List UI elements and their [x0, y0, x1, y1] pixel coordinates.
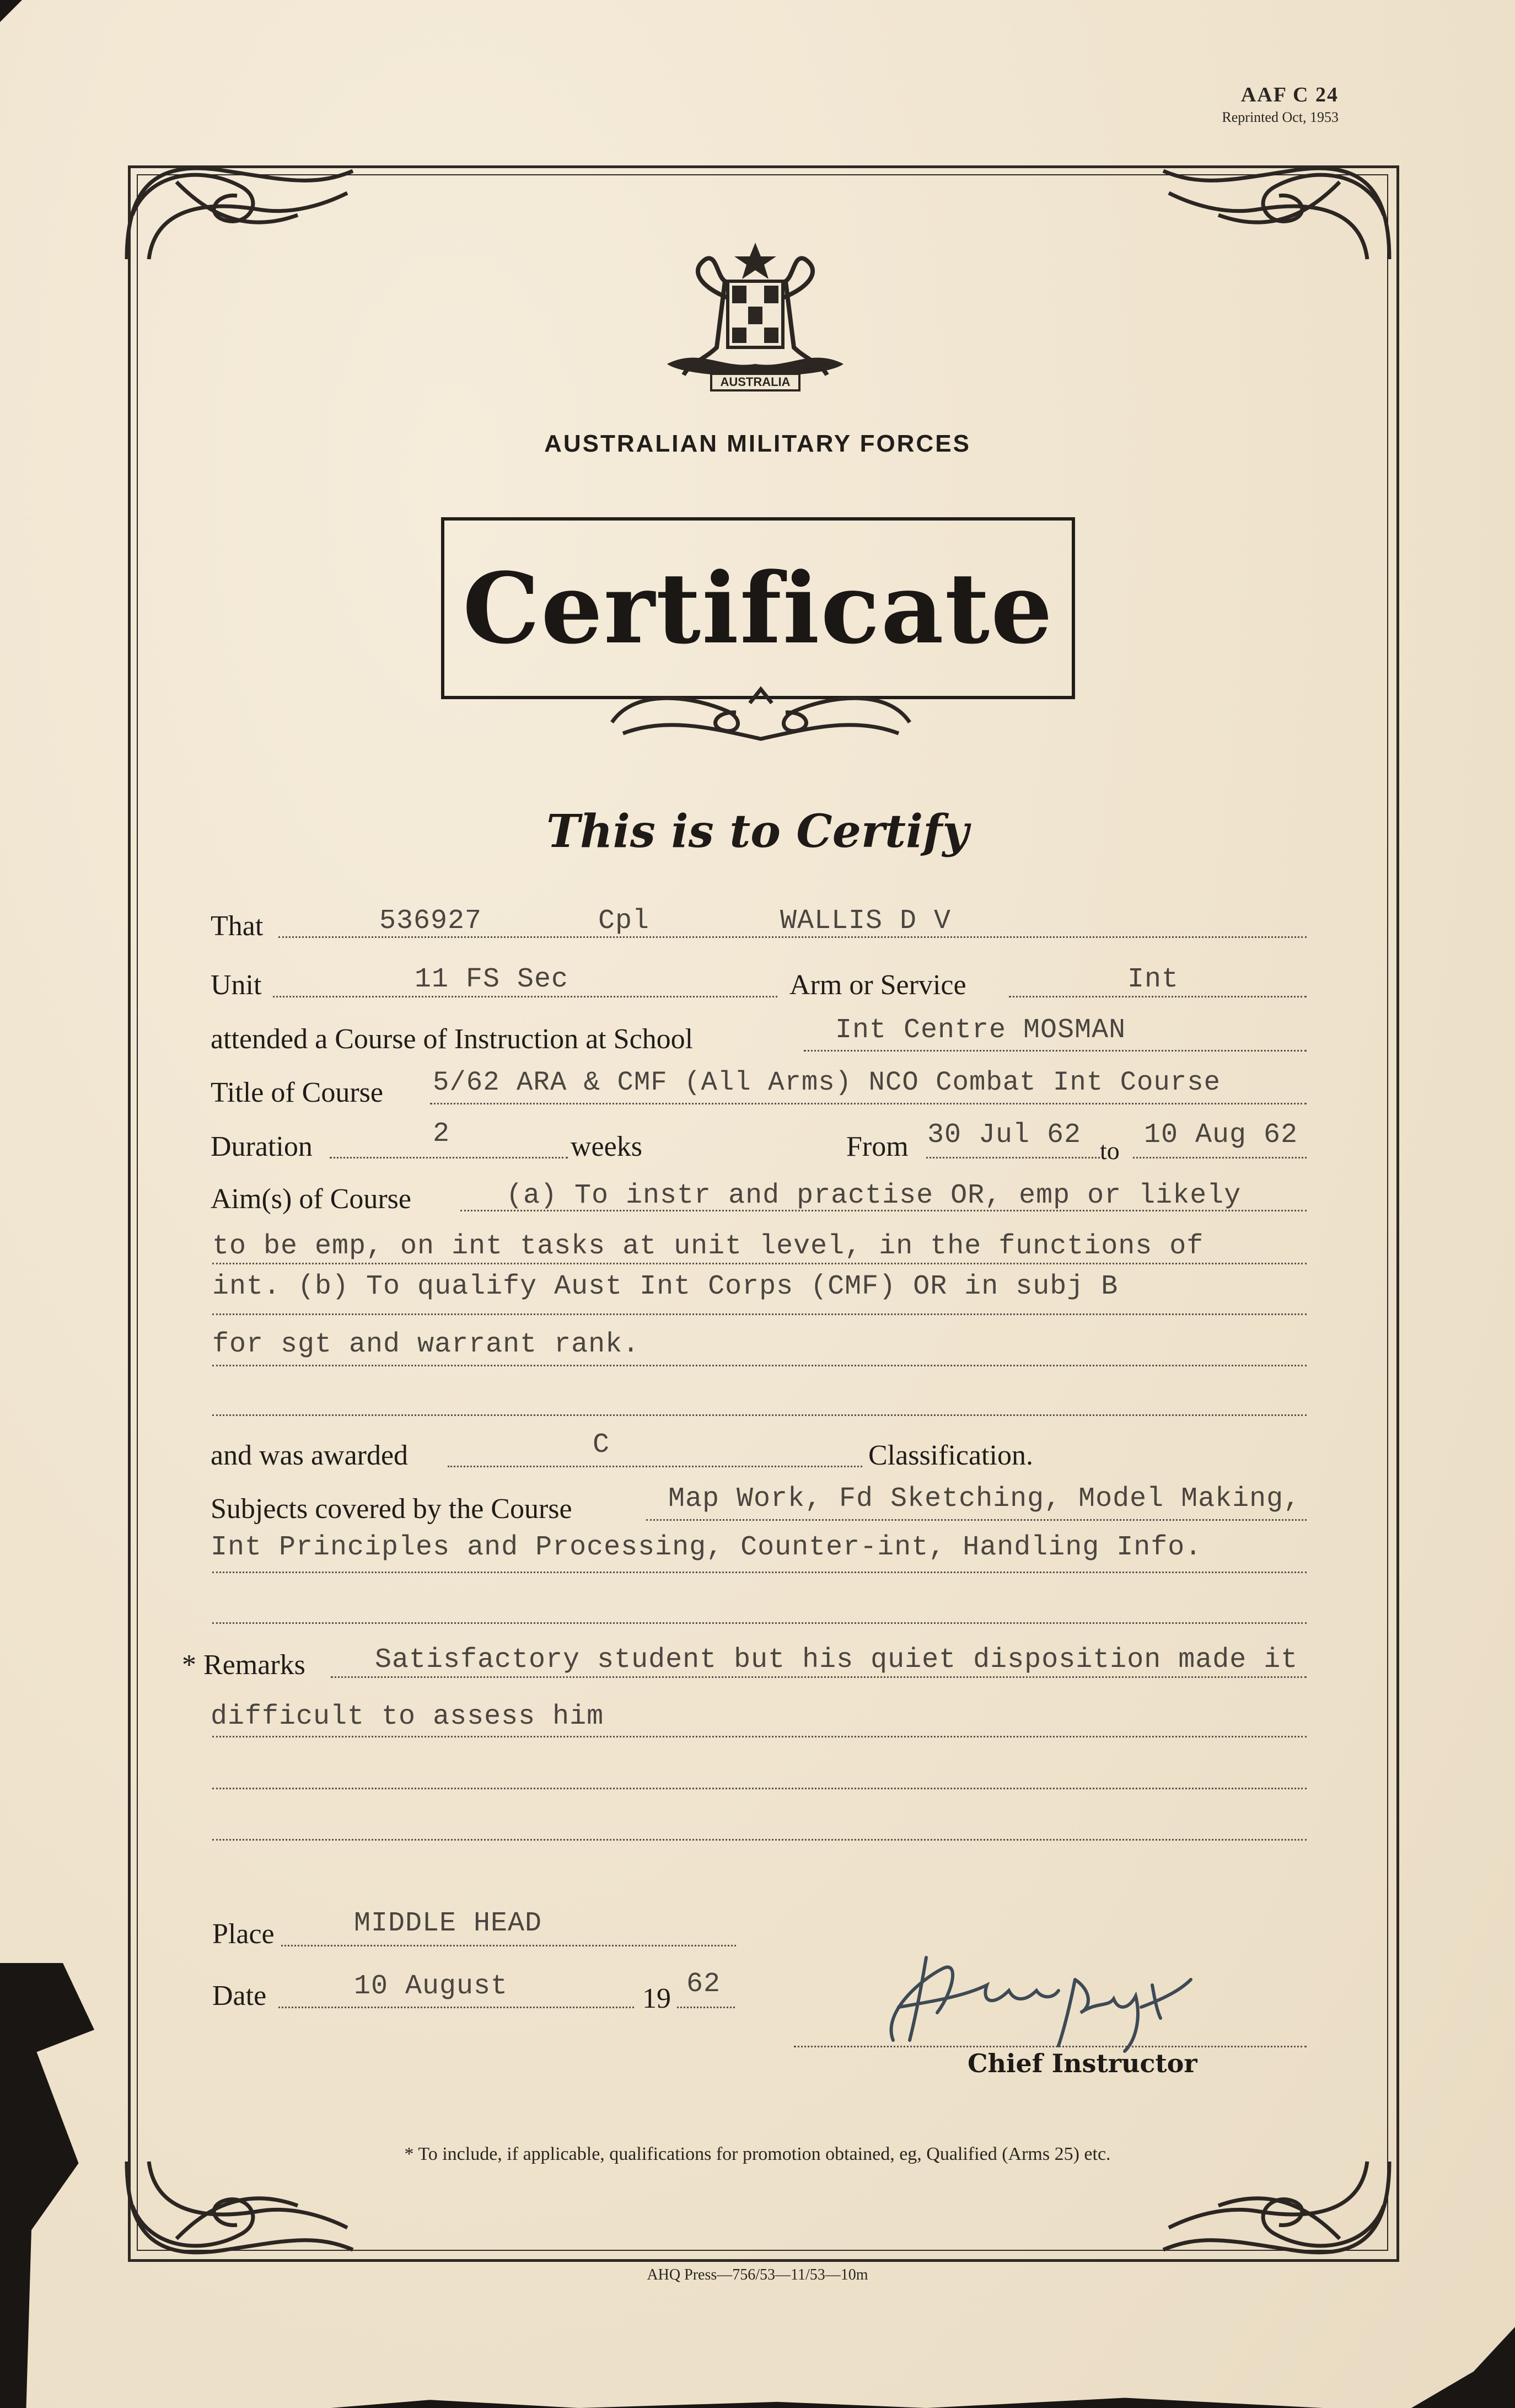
aims-line-2: to be emp, on int tasks at unit level, in the functions of — [212, 1231, 1204, 1262]
course-title-value: 5/62 ARA & CMF (All Arms) NCO Combat Int Course — [433, 1067, 1221, 1098]
torn-corner-top-left — [0, 0, 22, 22]
service-number: 536927 — [379, 905, 482, 937]
crest-motto: AUSTRALIA — [720, 375, 791, 389]
certify-heading: This is to Certify — [546, 805, 969, 858]
label-that: That — [211, 910, 264, 942]
subjects-line-2: Int Principles and Processing, Counter-int, Handling Info. — [211, 1532, 1202, 1563]
label-weeks: weeks — [571, 1131, 642, 1162]
label-subjects: Subjects covered by the Course — [211, 1493, 572, 1525]
label-arm-or-service: Arm or Service — [789, 969, 966, 1001]
subjects-underline-2 — [212, 1572, 1307, 1573]
remarks-underline-4 — [212, 1839, 1307, 1841]
torn-edge-bottom — [331, 2388, 1323, 2408]
label-remarks: * Remarks — [182, 1649, 305, 1681]
aims-underline-2 — [212, 1263, 1307, 1264]
label-awarded: and was awarded — [211, 1440, 409, 1471]
label-century: 19 — [642, 1983, 671, 2014]
place-underline — [281, 1945, 736, 1946]
torn-edge-bottom-left — [0, 1963, 105, 2408]
form-number: AAF C 24 — [1240, 83, 1339, 106]
duration-value: 2 — [433, 1118, 450, 1150]
aims-line-1: (a) To instr and practise OR, emp or likely — [506, 1180, 1242, 1211]
remarks-underline-3 — [212, 1788, 1307, 1789]
rank: Cpl — [598, 905, 650, 937]
label-classification: Classification. — [868, 1440, 1033, 1471]
certificate-title-box — [441, 517, 1075, 699]
subjects-underline-3 — [212, 1622, 1307, 1624]
unit-value: 11 FS Sec — [415, 964, 569, 995]
remarks-line-1: Satisfactory student but his quiet disposition made it — [375, 1644, 1298, 1676]
classification-value: C — [593, 1429, 610, 1461]
from-date: 30 Jul 62 — [927, 1119, 1082, 1151]
instructor-signature — [877, 1946, 1196, 2057]
organisation-heading: AUSTRALIAN MILITARY FORCES — [544, 430, 971, 457]
aims-underline-4 — [212, 1365, 1307, 1366]
aims-line-3: int. (b) To qualify Aust Int Corps (CMF) OR in subj B — [212, 1271, 1119, 1302]
torn-edge-bottom-right — [1411, 2327, 1515, 2408]
classification-underline — [448, 1466, 862, 1467]
form-code — [1222, 83, 1339, 126]
date-value: 10 August — [354, 1971, 508, 2002]
duration-underline — [330, 1157, 568, 1159]
label-from: From — [846, 1131, 909, 1162]
label-aims: Aim(s) of Course — [211, 1183, 411, 1215]
label-date: Date — [212, 1980, 267, 2012]
reprint-date: Reprinted Oct, 1953 — [1222, 109, 1339, 125]
title-flourish — [601, 673, 921, 750]
signature-underline — [794, 2046, 1307, 2047]
certificate-title: Certificate — [463, 551, 1054, 666]
aims-line-4: for sgt and warrant rank. — [212, 1329, 640, 1360]
remarks-underline-2 — [212, 1736, 1307, 1737]
to-date: 10 Aug 62 — [1144, 1119, 1298, 1151]
coat-of-arms-icon — [634, 237, 877, 403]
subjects-line-1: Map Work, Fd Sketching, Model Making, — [668, 1483, 1301, 1515]
label-chief-instructor: Chief Instructor — [968, 2048, 1197, 2078]
flourish-top-left — [116, 149, 358, 276]
aims-underline-5 — [212, 1414, 1307, 1416]
remarks-underline-1 — [331, 1676, 1307, 1678]
label-to: to — [1100, 1136, 1120, 1165]
year-underline — [677, 2007, 735, 2008]
year-value: 62 — [686, 1969, 721, 2000]
flourish-top-right — [1158, 149, 1400, 276]
from-underline — [926, 1157, 1100, 1159]
remarks-line-2: difficult to assess him — [211, 1701, 604, 1733]
school-value: Int Centre MOSMAN — [835, 1015, 1126, 1046]
unit-underline — [273, 996, 777, 997]
place-value: MIDDLE HEAD — [354, 1908, 542, 1939]
printer-imprint: AHQ Press—756/53—11/53—10m — [647, 2266, 868, 2283]
date-underline — [278, 2007, 634, 2008]
footnote: * To include, if applicable, qualifications for promotion obtained, eg, Qualified (Arms 25) etc. — [404, 2144, 1111, 2164]
arm-value: Int — [1127, 964, 1179, 995]
subjects-underline-1 — [646, 1519, 1307, 1521]
label-place: Place — [212, 1918, 275, 1950]
label-duration: Duration — [211, 1131, 313, 1162]
school-underline — [804, 1050, 1307, 1052]
course-title-underline — [430, 1103, 1307, 1104]
label-attended: attended a Course of Instruction at School — [211, 1023, 694, 1055]
arm-underline — [1009, 996, 1307, 997]
label-title-of-course: Title of Course — [211, 1077, 383, 1108]
label-unit: Unit — [211, 969, 262, 1001]
to-underline — [1133, 1157, 1307, 1159]
member-name: WALLIS D V — [780, 905, 952, 937]
aims-underline-3 — [212, 1313, 1307, 1315]
